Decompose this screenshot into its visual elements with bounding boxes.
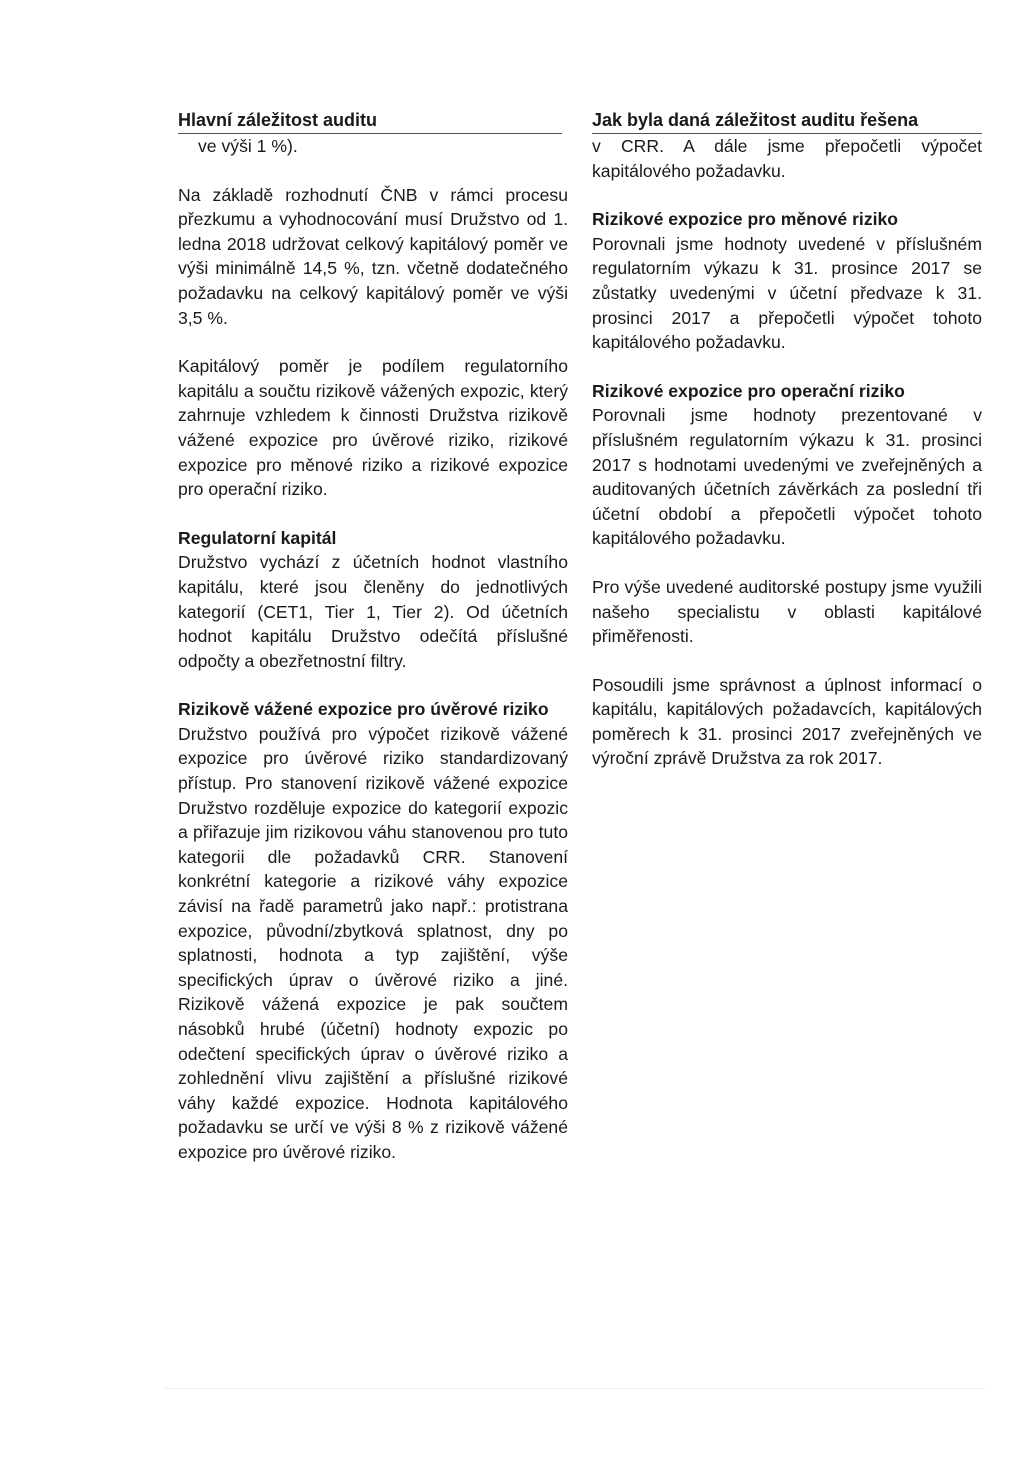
credit-risk-heading: Rizikově vážené expozice pro úvěrové riziko (178, 699, 549, 720)
right-column-header: Jak byla daná záležitost auditu řešena (592, 108, 982, 134)
left-continuation: ve výši 1 %). (198, 136, 298, 156)
regulatory-capital-heading: Regulatorní kapitál (178, 527, 337, 548)
right-continuation: v CRR. A dále jsme přepočetli výpočet kapitálového požadavku. (592, 136, 982, 181)
credit-risk-text: Družstvo používá pro výpočet rizikově vážené expozice pro úvěrové riziko standardizovaný přístup. Pro stanovení rizikově vážené expozice Družstvo rozděluje expozice do kategorií expozic a přiřazuje jim rizikovou váhu stanovenou pro tuto kategorii dle požadavků CRR. Stanovení konkrétní kategorie a rizikové váhy expozice závisí na řadě parametrů jako např.: protistrana expozice, původní/zbytková splatnost, dny po splatnosti, hodnota a typ zajištění, výše specifických úprav o úvěrové riziko a jiné. Rizikově vážená expozice je pak součtem násobků hrubé (účetní) hodnoty expozic po odečtení specifických úprav o úvěrové riziko a zohlednění vlivu zajištění a příslušné rizikové váhy každé expozice. Hodnota kapitálového požadavku se určí ve výši 8 % z rizikově vážené expozice pro úvěrové riziko. (178, 723, 568, 1162)
currency-risk-text: Porovnali jsme hodnoty uvedené v příslušném regulatorním výkazu k 31. prosince 2017 se zůstatky uvedenými v účetní předvaze k 31. prosinci 2017 a přepočetli výpočet tohoto kapitálového požadavku. (592, 233, 982, 353)
operational-risk-text: Porovnali jsme hodnoty prezentované v příslušném regulatorním výkazu k 31. prosinci 2017 s hodnotami uvedenými ve zveřejněných a auditovaných účetních závěrkách za poslední tři účetní období a přepočetli výpočet tohoto kapitálového požadavku. (592, 405, 982, 549)
operational-risk-heading: Rizikové expozice pro operační riziko (592, 380, 905, 401)
left-paragraph-2: Kapitálový poměr je podílem regulatorního kapitálu a součtu rizikově vážených expozic, který zahrnuje vzhledem k činnosti Družstva rizikově vážené expozice pro úvěrové riziko, rizikové expozice pro měnové riziko a rizikové expozice pro operační riziko. (178, 356, 568, 500)
right-column (592, 108, 982, 771)
right-paragraph-2: Posoudili jsme správnost a úplnost informací o kapitálu, kapitálových požadavcích, kapitálových poměrech k 31. prosinci 2017 zveřejněných ve výroční zprávě Družstva za rok 2017. (592, 674, 982, 769)
left-column-header: Hlavní záležitost auditu (178, 108, 562, 134)
currency-risk-heading: Rizikové expozice pro měnové riziko (592, 209, 899, 230)
left-column (178, 108, 568, 1165)
left-paragraph-1: Na základě rozhodnutí ČNB v rámci procesu přezkumu a vyhodnocování musí Družstvo od 1. ledna 2018 udržovat celkový kapitálový poměr ve výši minimálně 14,5 %, tzn. včetně dodatečného požadavku na celkový kapitálový poměr ve výši 3,5 %. (178, 184, 568, 328)
footer-divider (165, 1388, 985, 1389)
regulatory-capital-text: Družstvo vychází z účetních hodnot vlastního kapitálu, které jsou členěny do jednotlivých kategorií (CET1, Tier 1, Tier 2). Od účetních hodnot kapitálu Družstvo odečítá příslušné odpočty a obezřetnostní filtry. (178, 552, 568, 671)
right-paragraph-1: Pro výše uvedené auditorské postupy jsme využili našeho specialistu v oblasti kapitálové přiměřenosti. (592, 576, 982, 647)
